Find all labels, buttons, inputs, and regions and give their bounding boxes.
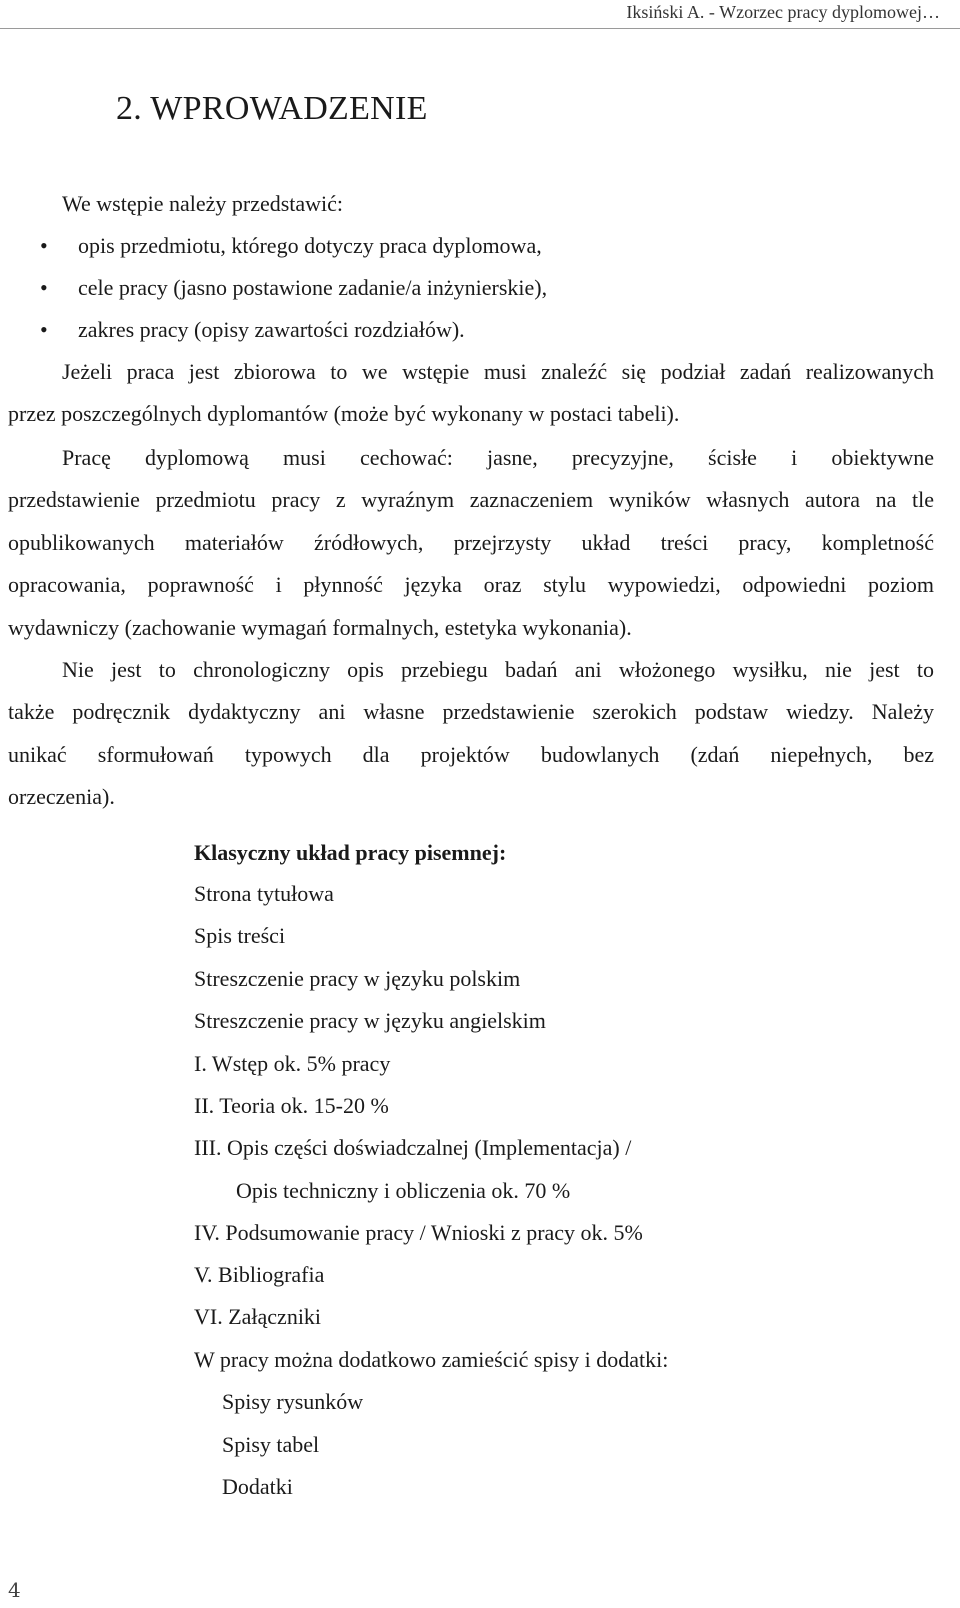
list-item: Strona tytułowa (194, 881, 334, 906)
paragraph-line: unikać sformułowań typowych dla projektów budowlanych (zdań niepełnych, bez (8, 742, 934, 767)
paragraph-line: przez poszczególnych dyplomantów (może być wykonany w postaci tabeli). (8, 401, 680, 426)
list-item: II. Teoria ok. 15-20 % (194, 1093, 389, 1118)
list-item: Spisy rysunków (222, 1389, 364, 1414)
bullet-marker: • (40, 317, 48, 342)
list-item: W pracy można dodatkowo zamieścić spisy i dodatki: (194, 1347, 669, 1372)
paragraph-line: także podręcznik dydaktyczny ani własne przedstawienie szerokich podstaw wiedzy. Należy (8, 699, 934, 724)
intro-lead: We wstępie należy przedstawić: (62, 191, 344, 216)
list-item: Opis techniczny i obliczenia ok. 70 % (236, 1178, 571, 1203)
paragraph-line: opracowania, poprawność i płynność języka oraz stylu wypowiedzi, odpowiedni poziom (8, 572, 934, 597)
list-item: Streszczenie pracy w języku angielskim (194, 1008, 546, 1033)
list-item: Spis treści (194, 923, 286, 948)
header-rule (0, 28, 960, 29)
paragraph-line: Nie jest to chronologiczny opis przebiegu badań ani włożonego wysiłku, nie jest to (62, 657, 934, 682)
list-item: III. Opis części doświadczalnej (Implementacja) / (194, 1135, 632, 1160)
list-item: Dodatki (222, 1474, 293, 1499)
bullet-marker: • (40, 233, 48, 258)
paragraph-line: Pracę dyplomową musi cechować: jasne, precyzyjne, ścisłe i obiektywne (62, 445, 934, 470)
list-item: I. Wstęp ok. 5% pracy (194, 1051, 391, 1076)
section-heading: 2. WPROWADZENIE (116, 90, 428, 127)
paragraph-line: Jeżeli praca jest zbiorowa to we wstępie musi znaleźć się podział zadań realizowanych (62, 359, 934, 384)
list-item: IV. Podsumowanie pracy / Wnioski z pracy ok. 5% (194, 1220, 643, 1245)
page-number: 4 (8, 1578, 21, 1602)
paragraph-line: opublikowanych materiałów źródłowych, przejrzysty układ treści pracy, kompletność (8, 530, 934, 555)
bullet-text: zakres pracy (opisy zawartości rozdziałów). (78, 317, 465, 342)
list-item: V. Bibliografia (194, 1262, 325, 1287)
running-title: Iksiński A. - Wzorzec pracy dyplomowej… (626, 2, 940, 22)
list-item: Streszczenie pracy w języku polskim (194, 966, 521, 991)
bullet-text: cele pracy (jasno postawione zadanie/a inżynierskie), (78, 275, 548, 300)
list-item: VI. Załączniki (194, 1304, 322, 1329)
list-item: Spisy tabel (222, 1432, 320, 1457)
structure-title: Klasyczny układ pracy pisemnej: (194, 840, 507, 865)
paragraph-line: orzeczenia). (8, 784, 115, 809)
paragraph-line: przedstawienie przedmiotu pracy z wyraźnym zaznaczeniem wyników własnych autora na tle (8, 487, 934, 512)
paragraph-line: wydawniczy (zachowanie wymagań formalnych, estetyka wykonania). (8, 615, 632, 640)
bullet-marker: • (40, 275, 48, 300)
bullet-text: opis przedmiotu, którego dotyczy praca dyplomowa, (78, 233, 542, 258)
